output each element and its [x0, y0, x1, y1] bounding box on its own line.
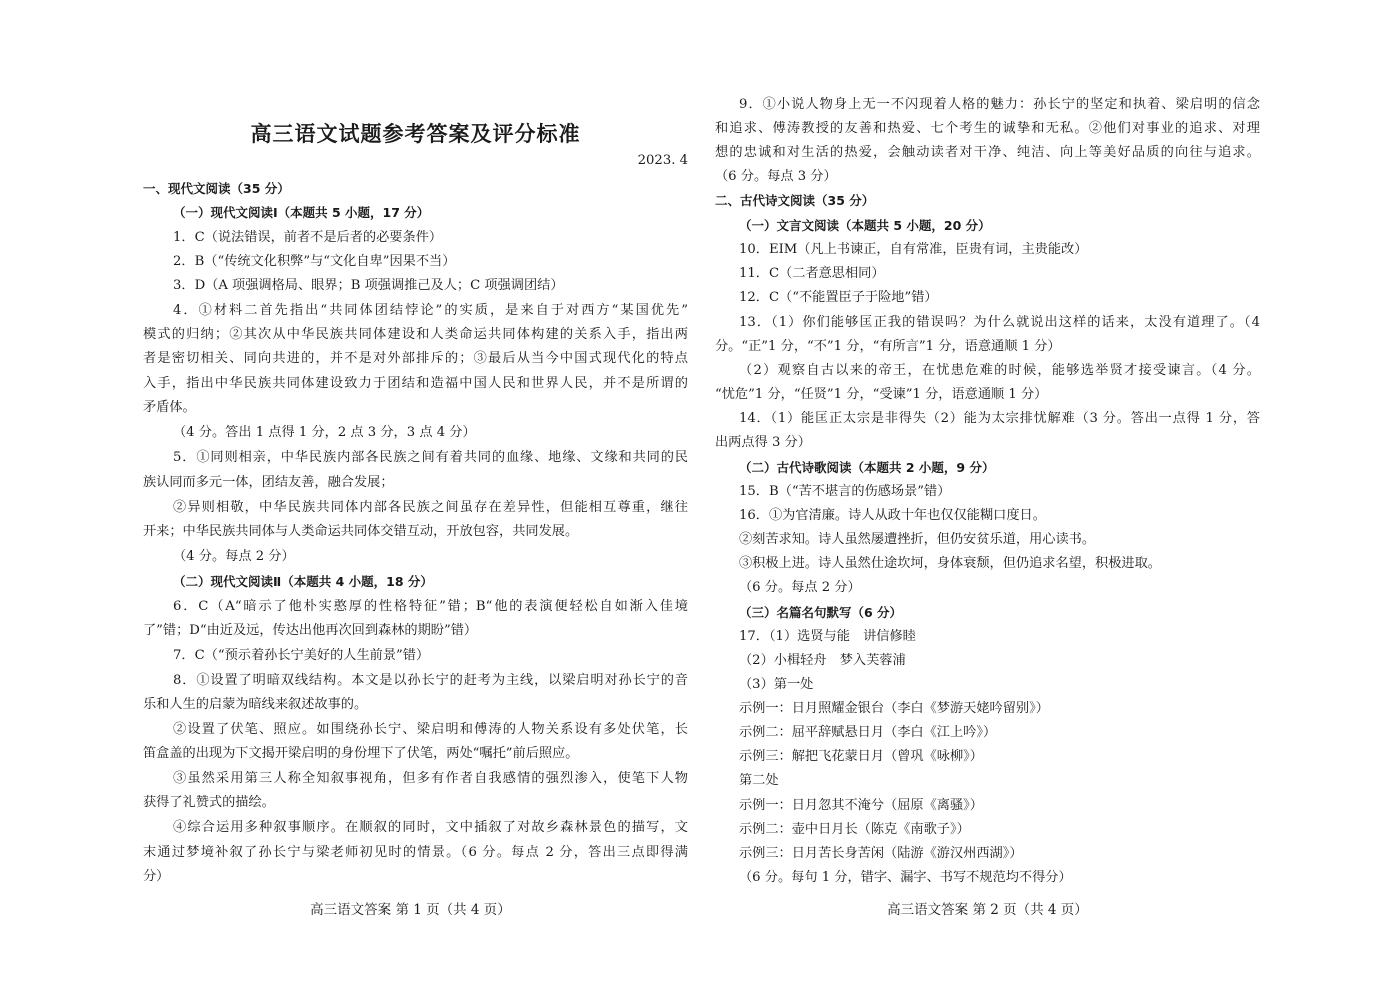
page-footer: 高三语文答案 第 1 页（共 4 页）: [310, 902, 511, 918]
answer-line: 6．C（A“暗示了他朴实憨厚的性格特征”错；B“他的表演便轻松自如渐入佳境: [173, 599, 688, 614]
answer-line: 11．C（二者意思相同）: [739, 266, 885, 281]
subsection-heading: （一）文言文阅读（本题共 5 小题，20 分）: [739, 218, 991, 233]
page-footer: 高三语文答案 第 2 页（共 4 页）: [887, 902, 1088, 918]
answer-line: 15．B（“苦不堪言的伤感场景”错）: [739, 484, 951, 499]
answer-line: 3．D（A 项强调格局、眼界；B 项强调推己及人；C 项强调团结）: [173, 278, 564, 293]
answer-line: “忧危”1 分，“任贤”1 分，“受谏”1 分，语意通顺 1 分）: [715, 387, 1048, 402]
answer-line: 16．①为官清廉。诗人从政十年也仅仅能糊口度日。: [739, 508, 1046, 523]
answer-line: ②异则相敬，中华民族共同体内部各民族之间虽存在差异性，但能相互尊重，继往: [173, 500, 688, 515]
subsection-heading: （一）现代文阅读Ⅰ（本题共 5 小题，17 分）: [173, 205, 430, 220]
answer-line: 12．C（“不能置臣子于险地”错）: [739, 290, 938, 305]
answer-line: 了”错；D“由近及远，传达出他再次回到森林的期盼”错）: [143, 623, 478, 638]
section-heading: 一、现代文阅读（35 分）: [143, 181, 290, 196]
subsection-heading: （二）古代诗歌阅读（本题共 2 小题，9 分）: [739, 460, 995, 475]
answer-line: （3）第一处: [739, 677, 814, 692]
answer-line: 8．①设置了明暗双线结构。本文是以孙长宁的赶考为主线，以梁启明对孙长宁的音: [173, 673, 688, 688]
answer-line: 入手，指出中华民族共同体建设致力于团结和造福中国人民和世界人民，并不是所谓的: [143, 376, 688, 391]
example-line: 示例三：解把飞花蒙日月（曾巩《咏柳》）: [739, 749, 983, 764]
answer-line: 末通过梦境补叙了孙长宁与梁老师初见时的情景。（6 分。每点 2 分，答出三点即得满: [143, 845, 688, 860]
page-title: 高三语文试题参考答案及评分标准: [250, 122, 581, 146]
answer-line: 想的忠诚和对生活的热爱，会触动读者对干净、纯洁、向上等美好品质的向往与追求。: [715, 145, 1260, 160]
score-note: （6 分。每点 2 分）: [739, 580, 861, 595]
example-line: 示例二：屈平辞赋悬日月（李白《江上吟》）: [739, 725, 997, 740]
answer-line: 17．（1）选贤与能 讲信修睦: [739, 629, 916, 644]
subsection-heading: （二）现代文阅读Ⅱ（本题共 4 小题，18 分）: [173, 574, 433, 589]
answer-line: ④综合运用多种叙事顺序。在顺叙的同时，文中插叙了对故乡森林景色的描写，文: [173, 820, 688, 835]
score-note: （6 分。每点 3 分）: [715, 169, 837, 184]
answer-line: 矛盾体。: [143, 400, 196, 415]
answer-line: 14．（1）能匡正太宗是非得失（2）能为太宗排忧解难（3 分。答出一点得 1 分，答: [739, 411, 1260, 426]
answer-line: （2）小楫轻舟 梦入芙蓉浦: [739, 653, 906, 668]
answer-line: 乐和人生的启蒙为暗线来叙述故事的。: [143, 697, 368, 712]
answer-line: （2）观察自古以来的帝王，在忧患危难的时候，能够选举贤才接受谏言。（4 分。: [739, 363, 1260, 378]
answer-line: 族认同而多元一体，团结友善，融合发展；: [143, 475, 394, 490]
answer-line: ③积极上进。诗人虽然仕途坎坷，身体衰颓，但仍追求名望，积极进取。: [739, 556, 1161, 571]
answer-line: ③虽然采用第三人称全知叙事视角，但多有作者自我感情的强烈渗入，使笔下人物: [173, 771, 688, 786]
answer-line: ②设置了伏笔、照应。如围绕孙长宁、梁启明和傅涛的人物关系设有多处伏笔，长: [173, 722, 688, 737]
answer-line: 分）: [143, 869, 170, 884]
answer-line: 模式的归纳；②其次从中华民族共同体建设和人类命运共同体构建的关系入手，指出两: [143, 327, 688, 342]
score-note: （4 分。答出 1 点得 1 分，2 点 3 分，3 点 4 分）: [173, 425, 476, 440]
answer-line: 出两点得 3 分）: [715, 435, 811, 450]
example-line: 示例一：日月照耀金银台（李白《梦游天姥吟留别》）: [739, 701, 1049, 716]
date: 2023. 4: [637, 153, 688, 168]
subsection-heading: （三）名篇名句默写（6 分）: [739, 605, 903, 620]
example-line: 示例二：壶中日月长（陈克《南歌子》）: [739, 822, 970, 837]
answer-line: 9．①小说人物身上无一不闪现着人格的魅力：孙长宁的坚定和执着、梁启明的信念: [739, 97, 1260, 112]
answer-line: 笛盒盖的出现为下文揭开梁启明的身份埋下了伏笔，两处“嘱托”前后照应。: [143, 746, 579, 761]
answer-line: 分。“正”1 分，“不”1 分，“有所言”1 分，语意通顺 1 分）: [715, 339, 1061, 354]
answer-line: 4．①材料二首先指出“共同体团结悖论”的实质，是来自于对西方“某国优先”: [173, 303, 688, 318]
answer-line: 2．B（“传统文化积弊”与“文化自卑”因果不当）: [173, 254, 456, 269]
answer-line: 10．EIM（凡上书谏正，自有常准，臣贵有词，主贵能改）: [739, 242, 1088, 257]
answer-line: ②刻苦求知。诗人虽然屡遭挫折，但仍安贫乐道，用心读书。: [739, 532, 1096, 547]
answer-line: 13．（1）你们能够匡正我的错误吗？为什么就说出这样的话来，太没有道理了。（4: [739, 315, 1260, 330]
example-line: 示例三：日月苦长身苦闲（陆游《游汉州西湖》）: [739, 846, 1023, 861]
example-line: 示例一：日月忽其不淹兮（屈原《离骚》）: [739, 798, 983, 813]
score-note: （6 分。每句 1 分，错字、漏字、书写不规范均不得分）: [739, 870, 1072, 885]
section-heading: 二、古代诗文阅读（35 分）: [715, 193, 875, 208]
answer-line: 1．C（说法错误，前者不是后者的必要条件）: [173, 230, 443, 245]
answer-line: 第二处: [739, 773, 779, 788]
answer-line: 和追求、傅涛教授的友善和热爱、七个考生的诚挚和无私。②他们对事业的追求、对理: [715, 121, 1260, 136]
answer-line: 7．C（“预示着孙长宁美好的人生前景”错）: [173, 648, 430, 663]
answer-line: 5．①同则相亲，中华民族内部各民族之间有着共同的血缘、地缘、文缘和共同的民: [173, 450, 688, 465]
answer-line: 开来；中华民族共同体与人类命运共同体交错互动，开放包容，共同发展。: [143, 524, 579, 539]
score-note: （4 分。每点 2 分）: [173, 549, 295, 564]
answer-line: 获得了礼赞式的描绘。: [143, 795, 275, 810]
answer-line: 者是密切相关、同向共进的，并不是对外部排斥的；③最后从当今中国式现代化的特点: [143, 351, 688, 366]
